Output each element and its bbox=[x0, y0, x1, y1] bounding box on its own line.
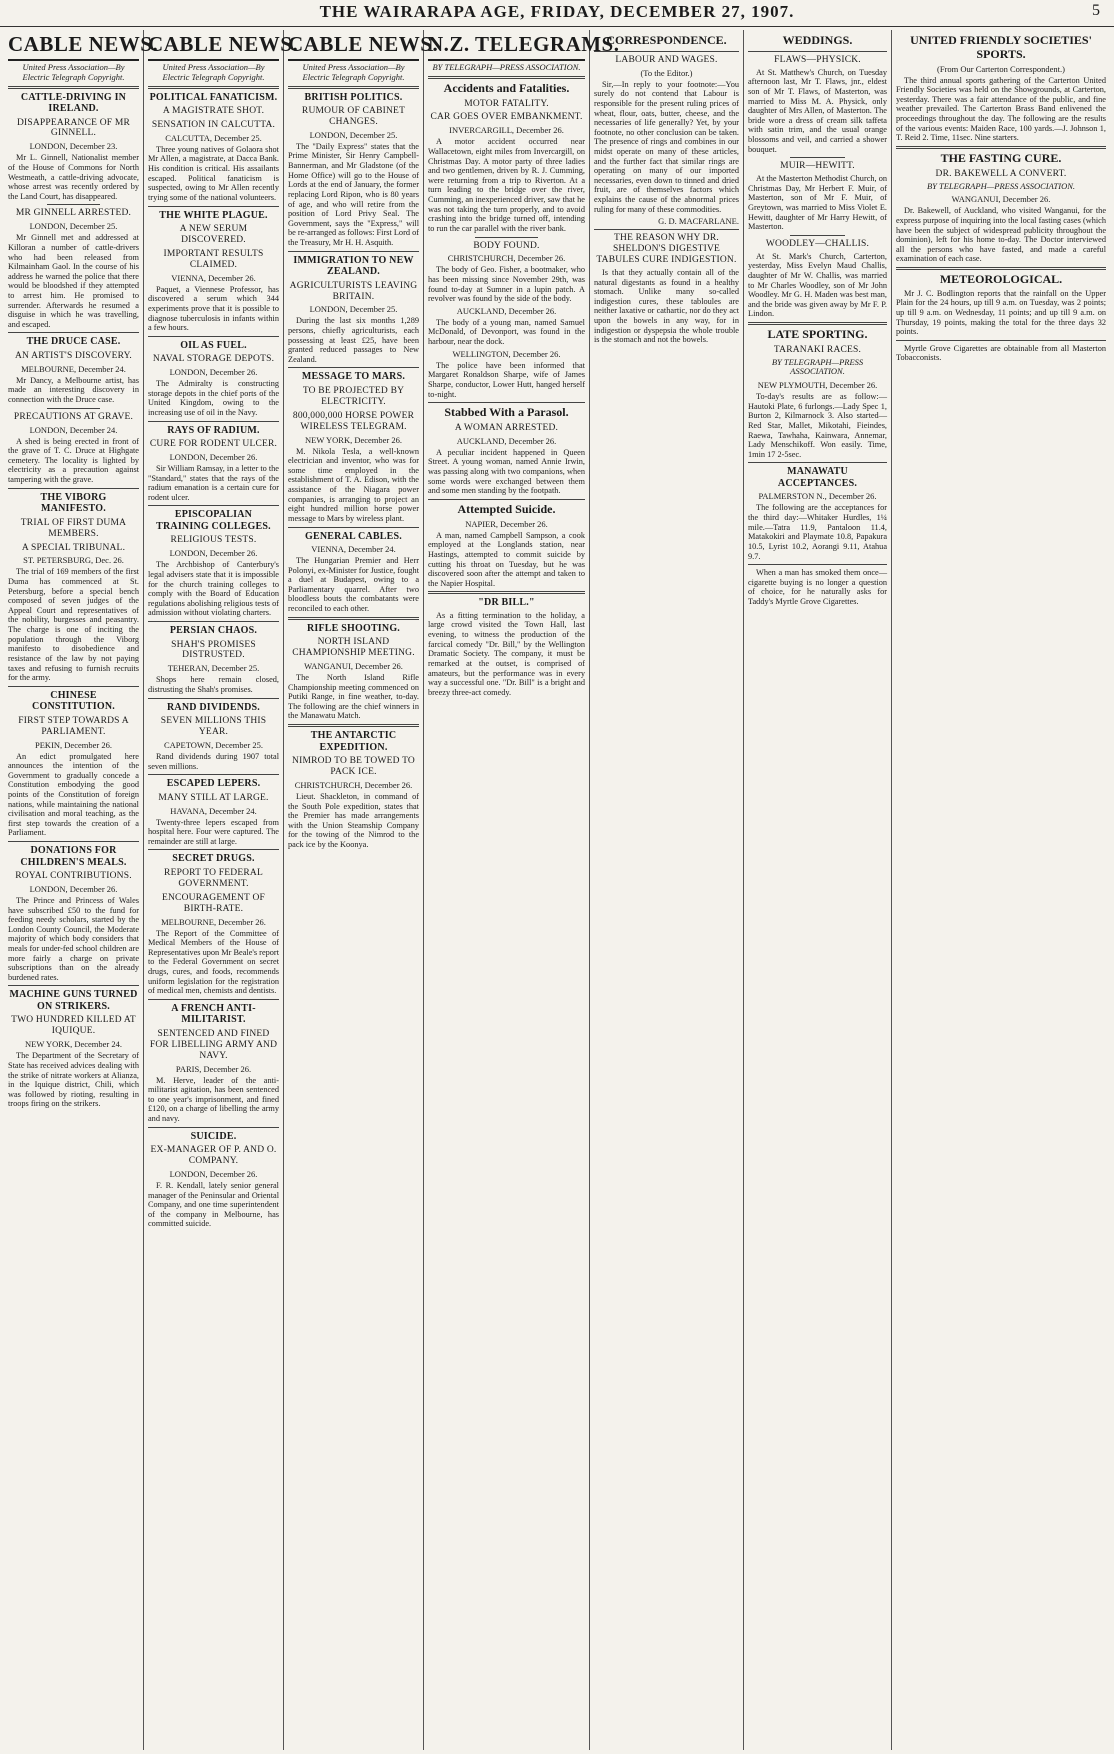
article-title: ESCAPED LEPERS. bbox=[166, 778, 261, 790]
wire-credit: BY TELEGRAPH—PRESS ASSOCIATION. bbox=[432, 62, 581, 72]
dateline: NEW YORK, December 24. bbox=[24, 1039, 122, 1050]
article-title: POLITICAL FANATICISM. bbox=[149, 91, 278, 103]
article-title: CHINESE CONSTITUTION. bbox=[32, 689, 115, 713]
divider bbox=[748, 462, 887, 463]
article-subtitle: TRIAL OF FIRST DUMA MEMBERS. bbox=[20, 517, 127, 539]
article-body: Mr Dancy, a Melbourne artist, has made an interesting discovery in connection with the Druce case. bbox=[8, 375, 139, 405]
divider bbox=[594, 229, 739, 230]
divider bbox=[896, 340, 1106, 341]
dateline: NEW PLYMOUTH, December 26. bbox=[757, 380, 878, 391]
advertisement: Myrtle Grove Cigarettes are obtainable from all Masterton Tobacconists. bbox=[896, 343, 1106, 363]
article-body: At St. Mark's Church, Carterton, yesterday, Miss Evelyn Maud Challis, daughter of Mr W. Challis, was married to Mr Charles Woodley, son of Mr John Woodley. Mr G. H. Maden was best man, and the bride was given away by Mr F. P. Lindon. bbox=[748, 251, 887, 319]
article-body: The following are the acceptances for the third day:—Whitaker Hurdles, 1¼ mile.—Tatra 11.9, Pantaloon 11.4, Matakokiri and Playmate 10.8, Papakura 10.5, Lyrist 10.2, Aorangi 9.11, Atahua 9.7. bbox=[748, 503, 887, 561]
article-body: Sir William Ramsay, in a letter to the "Standard," states that the rays of the radium emanation is a certain cure for rodent ulcer. bbox=[148, 464, 279, 502]
divider bbox=[748, 564, 887, 565]
article-subtitle: ROYAL CONTRIBUTIONS. bbox=[15, 871, 132, 882]
article-title: EPISCOPALIAN TRAINING COLLEGES. bbox=[156, 509, 271, 532]
article-body: Rand dividends during 1907 total seven millions. bbox=[148, 751, 279, 771]
letter-signature: G. D. MACFARLANE. bbox=[658, 216, 739, 227]
column-7 bbox=[892, 30, 1110, 1750]
dateline: LONDON, December 26. bbox=[29, 883, 118, 894]
article-title: A WOMAN ARRESTED. bbox=[454, 422, 559, 433]
divider bbox=[148, 86, 279, 89]
divider bbox=[148, 336, 279, 337]
article-body: A motor accident occurred near Wallacetown, eight miles from Invercargill, on Christmas Day. A motor party of three ladies and two gentlemen, driven by R. J. Cumming, were returning from a trip to Riverton. At a turn leading to the bridge over the river, Cumming, an inexperienced driver, saw that he was not taking the turn properly, and to avoid crashing into the bridge turned off, intending to run the car parallel with the river bank. bbox=[428, 137, 585, 233]
divider bbox=[47, 204, 99, 205]
article-body: A shed is being erected in front of the grave of T. C. Druce at Highgate cemetery. The locality is lighted by electricity as a precaution against tampering with the grave. bbox=[8, 436, 139, 485]
divider bbox=[428, 76, 585, 79]
article-title: METEOROLOGICAL. bbox=[939, 272, 1063, 286]
article-title: FLAWS—PHYSICK. bbox=[774, 54, 861, 65]
article-title: MR GINNELL ARRESTED. bbox=[15, 208, 132, 219]
dateline: INVERCARGILL, December 26. bbox=[449, 125, 564, 136]
article-title: SUICIDE. bbox=[190, 1130, 237, 1142]
column-header: CORRESPONDENCE. bbox=[606, 33, 727, 47]
article-subtitle: EX-MANAGER OF P. AND O. COMPANY. bbox=[150, 1145, 277, 1167]
article-body: As a fitting termination to the holiday, a large crowd visited the Town Hall, last evening, to witness the production of the farcical comedy "Dr. Bill," by the Wellington Dramatic Society. The company, it must be remarked at the outset, is comprised of amateurs, but the performance was in every way a successful one. "Dr. Bill" is a bright and breezy three-act comedy. bbox=[428, 610, 585, 697]
article-title: MESSAGE TO MARS. bbox=[301, 371, 406, 383]
dateline: LONDON, December 26. bbox=[169, 1169, 258, 1180]
masthead-title: THE WAIRARAPA AGE, FRIDAY, DECEMBER 27, 1907. bbox=[319, 2, 795, 21]
article-title: THE ANTARCTIC EXPEDITION. bbox=[310, 730, 397, 753]
article-subtitle: AGRICULTURISTS LEAVING BRITAIN. bbox=[289, 280, 418, 302]
article-subtitle: AN ARTIST'S DISCOVERY. bbox=[14, 350, 132, 361]
article-body: An edict promulgated here announces the intention of the Government to gradually concede a Constitution embodying the good points of the Constitution of foreign nations, while maintaining the national civilisation and moral teaching, as the first step towards the creation of a Parliament. bbox=[8, 751, 139, 838]
article-title: SECRET DRUGS. bbox=[172, 853, 255, 865]
divider bbox=[748, 51, 887, 52]
divider bbox=[428, 402, 585, 403]
column-5 bbox=[590, 30, 744, 1750]
divider bbox=[148, 206, 279, 207]
section-heading: Attempted Suicide. bbox=[457, 501, 556, 516]
dateline: NAPIER, December 26. bbox=[465, 518, 548, 529]
article-title: DONATIONS FOR CHILDREN'S MEALS. bbox=[20, 845, 127, 868]
dateline: CHRISTCHURCH, December 26. bbox=[447, 253, 566, 264]
article-body: The Hungarian Premier and Herr Polonyi, ex-Minister for Justice, fought a duel at Budapest, owing to a Parliamentary quarrel. After two bloodless bouts the combatants were reconciled to each other. bbox=[288, 556, 419, 614]
column-header: CABLE NEWS. bbox=[288, 32, 419, 61]
article-title: MUIR—HEWITT. bbox=[780, 161, 855, 172]
dateline: LONDON, December 26. bbox=[169, 548, 258, 559]
article-title: THE WHITE PLAGUE. bbox=[159, 209, 268, 221]
section-heading: LATE SPORTING. bbox=[767, 326, 868, 341]
article-subtitle: IMPORTANT RESULTS CLAIMED. bbox=[163, 248, 264, 270]
divider bbox=[288, 724, 419, 727]
article-body: Lieut. Shackleton, in command of the South Pole expedition, states that the Premier has made arrangements with the Union Steamship Company for the towing of the Nimrod to the pack ice by the Koonya. bbox=[288, 791, 419, 849]
article-title: PRECAUTIONS AT GRAVE. bbox=[13, 411, 134, 422]
article-body: M. Herve, leader of the anti-militarist agitation, has been sentenced to one year's imprisonment, and fined £120, on a charge of libelling the army and navy. bbox=[148, 1075, 279, 1124]
article-body: At St. Matthew's Church, on Tuesday afternoon last, Mr T. Flaws, jnr., eldest son of Mr T. Flaws, of Masterton, was married to Miss M. A. Physick, only daughter of Mrs Allen, of Masterton. The bride wore a dress of cream silk taffeta with satin trim, and the usual orange blossoms and veil, and carried a shower bouquet. bbox=[748, 67, 887, 154]
column-header: UNITED FRIENDLY SOCIETIES' SPORTS. bbox=[910, 33, 1092, 61]
divider bbox=[148, 774, 279, 775]
dateline: AUCKLAND, December 26. bbox=[456, 305, 557, 316]
article-body: Dr. Bakewell, of Auckland, who visited Wanganui, for the express purpose of inquiring into the local fasting cases (which have been the subject of widespread publicity throughout the dominion), left for his home to-day. The Doctor interviewed all the persons who have fasted, and made a careful examination of each case. bbox=[896, 206, 1106, 264]
letter-salutation: (To the Editor.) bbox=[640, 67, 693, 78]
divider bbox=[8, 332, 139, 333]
article-body: The Admiralty is constructing storage depots in the chief ports of the United Kingdom, owing to the increasing use of oil in the Navy. bbox=[148, 379, 279, 418]
section-heading: Stabbed With a Parasol. bbox=[444, 405, 569, 420]
article-subtitle: NIMROD TO BE TOWED TO PACK ICE. bbox=[292, 756, 415, 777]
divider bbox=[748, 322, 887, 325]
divider bbox=[288, 251, 419, 252]
article-title: THE VIBORG MANIFESTO. bbox=[40, 491, 107, 515]
article-body: Is that they actually contain all of the natural digestants as found in a healthy stomach. Unlike many so-called indigestion cures, these tabloules are neither laxative or cathartic, nor do they act upon the bowels in any way, for in indigestion or dyspepsia the whole trouble is the stomach and not the bowels. bbox=[594, 268, 739, 345]
column-header: N.Z. TELEGRAMS. bbox=[428, 32, 585, 61]
wire-credit: United Press Association—By Electric Telegraph Copyright. bbox=[162, 62, 265, 82]
divider bbox=[148, 621, 279, 622]
article-body: During the last six months 1,289 persons, chiefly agriculturists, each possessing at least £25, have been granted reduced passages to New Zealand. bbox=[288, 316, 419, 364]
article-body: F. R. Kendall, lately senior general manager of the Peninsular and Oriental Company, and one time superintendent of the company in Melbourne, has committed suicide. bbox=[148, 1181, 279, 1229]
advertisement: When a man has smoked them once—cigarette buying is no longer a question of choice, for he naturally asks for Taddy's Myrtle Grove Cigarettes. bbox=[748, 568, 887, 606]
article-subtitle: SEVEN MILLIONS THIS YEAR. bbox=[160, 716, 267, 738]
dateline: MELBOURNE, December 26. bbox=[161, 916, 266, 927]
column-1 bbox=[4, 30, 159, 1750]
dateline: NEW YORK, December 26. bbox=[304, 434, 402, 445]
article-subtitle: TWO HUNDRED KILLED AT IQUIQUE. bbox=[11, 1015, 136, 1037]
article-subtitle: ENCOURAGEMENT OF BIRTH-RATE. bbox=[161, 892, 266, 914]
column-4 bbox=[424, 30, 620, 1750]
article-title: THE FASTING CURE. bbox=[940, 150, 1062, 165]
dateline: PEKIN, December 26. bbox=[35, 739, 112, 750]
article-title: LABOUR AND WAGES. bbox=[615, 54, 718, 65]
columns bbox=[4, 30, 1110, 1750]
column-header: WEDDINGS. bbox=[782, 33, 853, 47]
article-title: RAND DIVIDENDS. bbox=[166, 701, 260, 713]
divider bbox=[896, 267, 1106, 270]
divider bbox=[790, 235, 846, 236]
article-body: The trial of 169 members of the first Duma has commenced at St. Petersburg, before a special bench composed of seven judges of the Appeal Court and representatives of the nobility, burgesses and peasantry. The charge is one of inciting the population through the Viborg manifesto to disobedience and resistance of the law by not paying taxes and refusing to furnish recruits for the army. bbox=[8, 567, 139, 683]
article-title: THE DRUCE CASE. bbox=[26, 336, 121, 348]
article-title: OIL AS FUEL. bbox=[180, 339, 247, 351]
article-body: Mr Ginnell met and addressed at Killoran a number of cattle-drivers who had been released from Kilmainham Gaol. In the course of his address he warned the police that there would be bloodshed if they attempted to arrest him. He promised to surrender. Afterwards he resumed a disguise in which he was travelling, and escaped. bbox=[8, 233, 139, 329]
article-body: The third annual sports gathering of the Carterton United Friendly Societies was held on the Showgrounds, at Carterton, yesterday. There was a fair attendance of the public, and fine weather prevailed. The Carterton Brass Band enlivened the proceedings throughout the day. The following are the results of the various events: Maiden Race, 100 yards.—J. Johnson 1, T. Reid 2. Time, 11sec. Nine starters. bbox=[896, 75, 1106, 143]
article-subtitle: A SPECIAL TRIBUNAL. bbox=[21, 542, 126, 553]
article-body: Mr J. C. Bodlington reports that the rainfall on the Upper Plain for the 24 hours, up till 9 a.m. on Tuesday, was 2 points; up till 9 a.m. on Wednesday, 11 points; and up till 9 a.m. on Thursday, 19 points, making the total for the three days 32 points. bbox=[896, 288, 1106, 337]
divider bbox=[8, 86, 139, 89]
divider bbox=[8, 841, 139, 842]
article-body: Sir,—In reply to your footnote:—You surely do not contend that Labour is responsible for the present ruling prices of wheat, flour, oats, butter, cheese, and the necessaries of life generally? Yet, by your footnote, no other conclusion can be taken. The presence of rings and combines in our midst operate on many of these articles, and the further fact that similar rings are operating on many of our imported necessaries, even down to tinned and dried fruit, are of themselves factors which explains the cause of the abnormal prices ruling for many of these commodities. bbox=[594, 79, 739, 214]
divider bbox=[8, 488, 139, 489]
article-body: Paquet, a Viennese Professor, has discovered a serum which 344 experiments prove that it is possible to diagnose tuberculosis in infants within a few hours. bbox=[148, 284, 279, 333]
section-heading: Accidents and Fatalities. bbox=[443, 80, 570, 95]
divider bbox=[896, 146, 1106, 149]
article-subtitle: A MAGISTRATE SHOT. bbox=[162, 106, 265, 117]
dateline: WANGANUI, December 26. bbox=[304, 661, 403, 672]
article-subtitle: TARANAKI RACES. bbox=[773, 344, 862, 355]
dateline: VIENNA, December 24. bbox=[311, 544, 396, 555]
page-number: 5 bbox=[1092, 2, 1100, 19]
article-body: The Department of the Secretary of State has received advices dealing with the strike of nitrate workers at Alianza, in the Iquique district, Chili, which was followed by rioting, resulting in troops firing on the strikers. bbox=[8, 1051, 139, 1109]
dateline: WANGANUI, December 26. bbox=[951, 194, 1051, 205]
wire-credit: BY TELEGRAPH—PRESS ASSOCIATION. bbox=[926, 180, 1076, 191]
article-body: Mr L. Ginnell, Nationalist member of the House of Commons for North Westmeath, a cattle-driving advocate, whose arrest was recently ordered by the Land Court, has disappeared. bbox=[8, 153, 139, 201]
wire-credit: United Press Association—By Electric Telegraph Copyright. bbox=[22, 62, 125, 82]
divider bbox=[148, 999, 279, 1000]
article-title: WOODLEY—CHALLIS. bbox=[765, 238, 870, 249]
article-subtitle: A NEW SERUM DISCOVERED. bbox=[179, 224, 248, 245]
dateline: LONDON, December 25. bbox=[309, 304, 398, 315]
article-subtitle: RELIGIOUS TESTS. bbox=[170, 535, 257, 546]
article-subtitle: FIRST STEP TOWARDS A PARLIAMENT. bbox=[18, 715, 129, 737]
article-title: PERSIAN CHAOS. bbox=[169, 625, 258, 637]
dateline: HAVANA, December 24. bbox=[170, 805, 257, 816]
article-body: Twenty-three lepers escaped from hospital here. Four were captured. The remainder are still at large. bbox=[148, 817, 279, 846]
article-body: The "Daily Express" states that the Prime Minister, Sir Henry Campbell-Bannerman, and Mr Gladstone (of the Home Office) will go to the House of Lords at the end of January, the former replacing Lord Ripon, who is 80 years of age, and who will retire from the position of Lord Privy Seal. The Government, says the "Express," will be re-arranged as follows: First Lord of the Treasury, Mr H. H. Asquith. bbox=[288, 141, 419, 247]
article-body: To-day's results are as follow:—Hautoki Plate, 6 furlongs.—Lady Spec 1, Burton 2, Kilmarnock 3. Also started—Red Star, Mallet, Mikotahi, Fieindes, Raewa, Tawhaha, Kainwara, Annemar, Lady Menschikoff. Won easily. Time, 1min 17 2-5sec. bbox=[748, 392, 887, 459]
dateline: LONDON, December 23. bbox=[29, 141, 118, 152]
article-body: Shops here remain closed, distrusting the Shah's promises. bbox=[148, 675, 279, 695]
article-title: A FRENCH ANTI-MILITARIST. bbox=[171, 1002, 256, 1026]
article-subtitle: MANY STILL AT LARGE. bbox=[158, 792, 269, 803]
dateline: TEHERAN, December 25. bbox=[167, 663, 260, 674]
article-body: The body of a young man, named Samuel McDonald, of Devonport, was found in the harbour, near the dock. bbox=[428, 317, 585, 347]
divider bbox=[790, 157, 846, 158]
article-body: The Archbishop of Canterbury's legal advisers state that it is impossible for the church training colleges to comply with the Board of Education regulations abolishing religious tests of admission without violating charters. bbox=[148, 560, 279, 618]
divider bbox=[594, 51, 739, 52]
article-body: A man, named Campbell Sampson, a cook employed at the Longlands station, near Hastings, attempted to commit suicide by cutting his throat on Tuesday, but he was discovered soon after the attempt and taken to the Napier Hospital. bbox=[428, 530, 585, 588]
column-header: CABLE NEWS. bbox=[148, 32, 279, 61]
article-body: The Prince and Princess of Wales have subscribed £50 to the fund for feeding needy scholars, started by the London County Council, the Moderate majority of which body considers that meals for under-fed school children are more fairly a charge on private subscriptions than on the already burdened rates. bbox=[8, 895, 139, 982]
dateline: CHRISTCHURCH, December 26. bbox=[294, 779, 413, 790]
article-body: A peculiar incident happened in Queen Street. A young woman, named Annie Irwin, was passing along with two companions, when some words were exchanged between them and some men standing by the footpath. bbox=[428, 447, 585, 496]
column-6 bbox=[744, 30, 892, 1750]
divider bbox=[148, 1127, 279, 1128]
dateline: ST. PETERSBURG, Dec. 26. bbox=[23, 555, 124, 566]
article-subtitle: DR. BAKEWELL A CONVERT. bbox=[935, 168, 1067, 179]
article-title: MOTOR FATALITY. bbox=[464, 98, 549, 109]
dateline: VIENNA, December 26. bbox=[171, 272, 256, 283]
divider bbox=[148, 849, 279, 850]
article-subtitle: SENTENCED AND FINED FOR LIBELLING ARMY AND NAVY. bbox=[149, 1028, 278, 1061]
dateline: LONDON, December 25. bbox=[309, 129, 398, 140]
column-3 bbox=[284, 30, 439, 1750]
dateline: WELLINGTON, December 26. bbox=[452, 348, 561, 359]
divider bbox=[8, 985, 139, 986]
article-title: "DR BILL." bbox=[478, 597, 535, 609]
article-subtitle: NORTH ISLAND CHAMPIONSHIP MEETING. bbox=[292, 637, 415, 659]
dateline: AUCKLAND, December 26. bbox=[456, 435, 557, 446]
divider bbox=[428, 499, 585, 500]
article-title: MACHINE GUNS TURNED ON STRIKERS. bbox=[9, 989, 138, 1012]
divider bbox=[8, 686, 139, 687]
article-body: Three young natives of Golaora shot Mr Allen, a magistrate, at Dacca Bank. His condition is critical. His assailants escaped. Political fanaticism is suspected, owing to Mr Allen recently trying some of the national volunteers. bbox=[148, 144, 279, 202]
divider bbox=[288, 86, 419, 89]
wire-credit: BY TELEGRAPH—PRESS ASSOCIATION. bbox=[771, 356, 864, 377]
article-title: BODY FOUND. bbox=[473, 240, 540, 251]
dateline: LONDON, December 26. bbox=[169, 452, 258, 463]
article-subtitle: DISAPPEARANCE OF MR GINNELL. bbox=[16, 117, 131, 139]
article-subtitle: REPORT TO FEDERAL GOVERNMENT. bbox=[164, 867, 263, 889]
article-body: The Report of the Committee of Medical Members of the House of Representatives upon Mr Beale's report to the Federal Government on secret drugs, cures, and foods, recommends uniform legislation for the registration of medical men, chemists and dentists. bbox=[148, 928, 279, 996]
column-2 bbox=[144, 30, 299, 1750]
divider bbox=[475, 237, 538, 238]
divider bbox=[47, 408, 99, 409]
article-subtitle: TO BE PROJECTED BY ELECTRICITY. bbox=[302, 385, 405, 407]
dateline: LONDON, December 26. bbox=[169, 367, 258, 378]
dateline: CAPETOWN, December 25. bbox=[164, 739, 263, 750]
article-title: GENERAL CABLES. bbox=[305, 530, 402, 542]
divider bbox=[148, 698, 279, 699]
article-title: BRITISH POLITICS. bbox=[304, 91, 403, 103]
divider bbox=[288, 527, 419, 528]
article-subtitle: SHAH'S PROMISES DISTRUSTED. bbox=[171, 639, 256, 661]
masthead bbox=[0, 0, 1114, 27]
divider bbox=[288, 367, 419, 368]
article-body: M. Nikola Tesla, a well-known electrician and inventor, who was for some time employed in the establishment of T. A. Edison, with the assistance of the Niagara power companies, is arranging to project an eight hundred million horse power message to Mars by wireless plant. bbox=[288, 446, 419, 523]
article-body: The body of Geo. Fisher, a bootmaker, who has been missing since November 29th, was found to-day at Sumner in a lupin patch. A revolver was found by the side of the body. bbox=[428, 265, 585, 304]
dateline: MELBOURNE, December 24. bbox=[21, 363, 126, 374]
article-subtitle: NAVAL STORAGE DEPOTS. bbox=[152, 354, 275, 365]
correspondent-note: (From Our Carterton Correspondent.) bbox=[937, 63, 1065, 74]
article-title: IMMIGRATION TO NEW ZEALAND. bbox=[293, 254, 414, 278]
article-subtitle: 800,000,000 HORSE POWER WIRELESS TELEGRAM. bbox=[292, 410, 415, 432]
divider bbox=[148, 505, 279, 506]
article-body: The North Island Rifle Championship meeting commenced on Putiki Range, in fine weather, to-day. The following are the chief winners in the Manawatu Match. bbox=[288, 673, 419, 721]
divider bbox=[288, 617, 419, 620]
article-body: At the Masterton Methodist Church, on Christmas Day, Mr Herbert F. Muir, of Masterton, son of Mr F. Muir, of Greytown, was married to Miss Violet E. Hewitt, daughter of Mr Harry Hewitt, of Masterton. bbox=[748, 174, 887, 232]
article-subtitle: SENSATION IN CALCUTTA. bbox=[151, 119, 276, 130]
dateline: LONDON, December 25. bbox=[29, 221, 118, 232]
dateline: PARIS, December 26. bbox=[175, 1063, 252, 1074]
wire-credit: United Press Association—By Electric Telegraph Copyright. bbox=[302, 62, 405, 82]
article-title: RAYS OF RADIUM. bbox=[167, 424, 260, 436]
article-subtitle: CURE FOR RODENT ULCER. bbox=[149, 439, 278, 450]
article-body: The police have been informed that Margaret Ronaldson Sharpe, wife of James Sharpe, conductor, Lower Hutt, hanged herself to-night. bbox=[428, 360, 585, 399]
article-title: RIFLE SHOOTING. bbox=[306, 622, 401, 634]
article-title: THE REASON WHY DR. SHELDON'S DIGESTIVE TABULES CURE INDIGESTION. bbox=[596, 233, 737, 266]
divider bbox=[428, 591, 585, 594]
dateline: PALMERSTON N., December 26. bbox=[758, 491, 877, 502]
article-subtitle: RUMOUR OF CABINET CHANGES. bbox=[301, 106, 406, 127]
article-title: MANAWATU ACCEPTANCES. bbox=[777, 466, 858, 489]
dateline: LONDON, December 24. bbox=[29, 424, 118, 435]
column-header: CABLE NEWS. bbox=[8, 32, 139, 61]
dateline: CALCUTTA, December 25. bbox=[165, 132, 262, 143]
article-title: CATTLE-DRIVING IN IRELAND. bbox=[20, 91, 127, 115]
divider bbox=[148, 421, 279, 422]
article-subtitle: CAR GOES OVER EMBANKMENT. bbox=[430, 112, 583, 123]
